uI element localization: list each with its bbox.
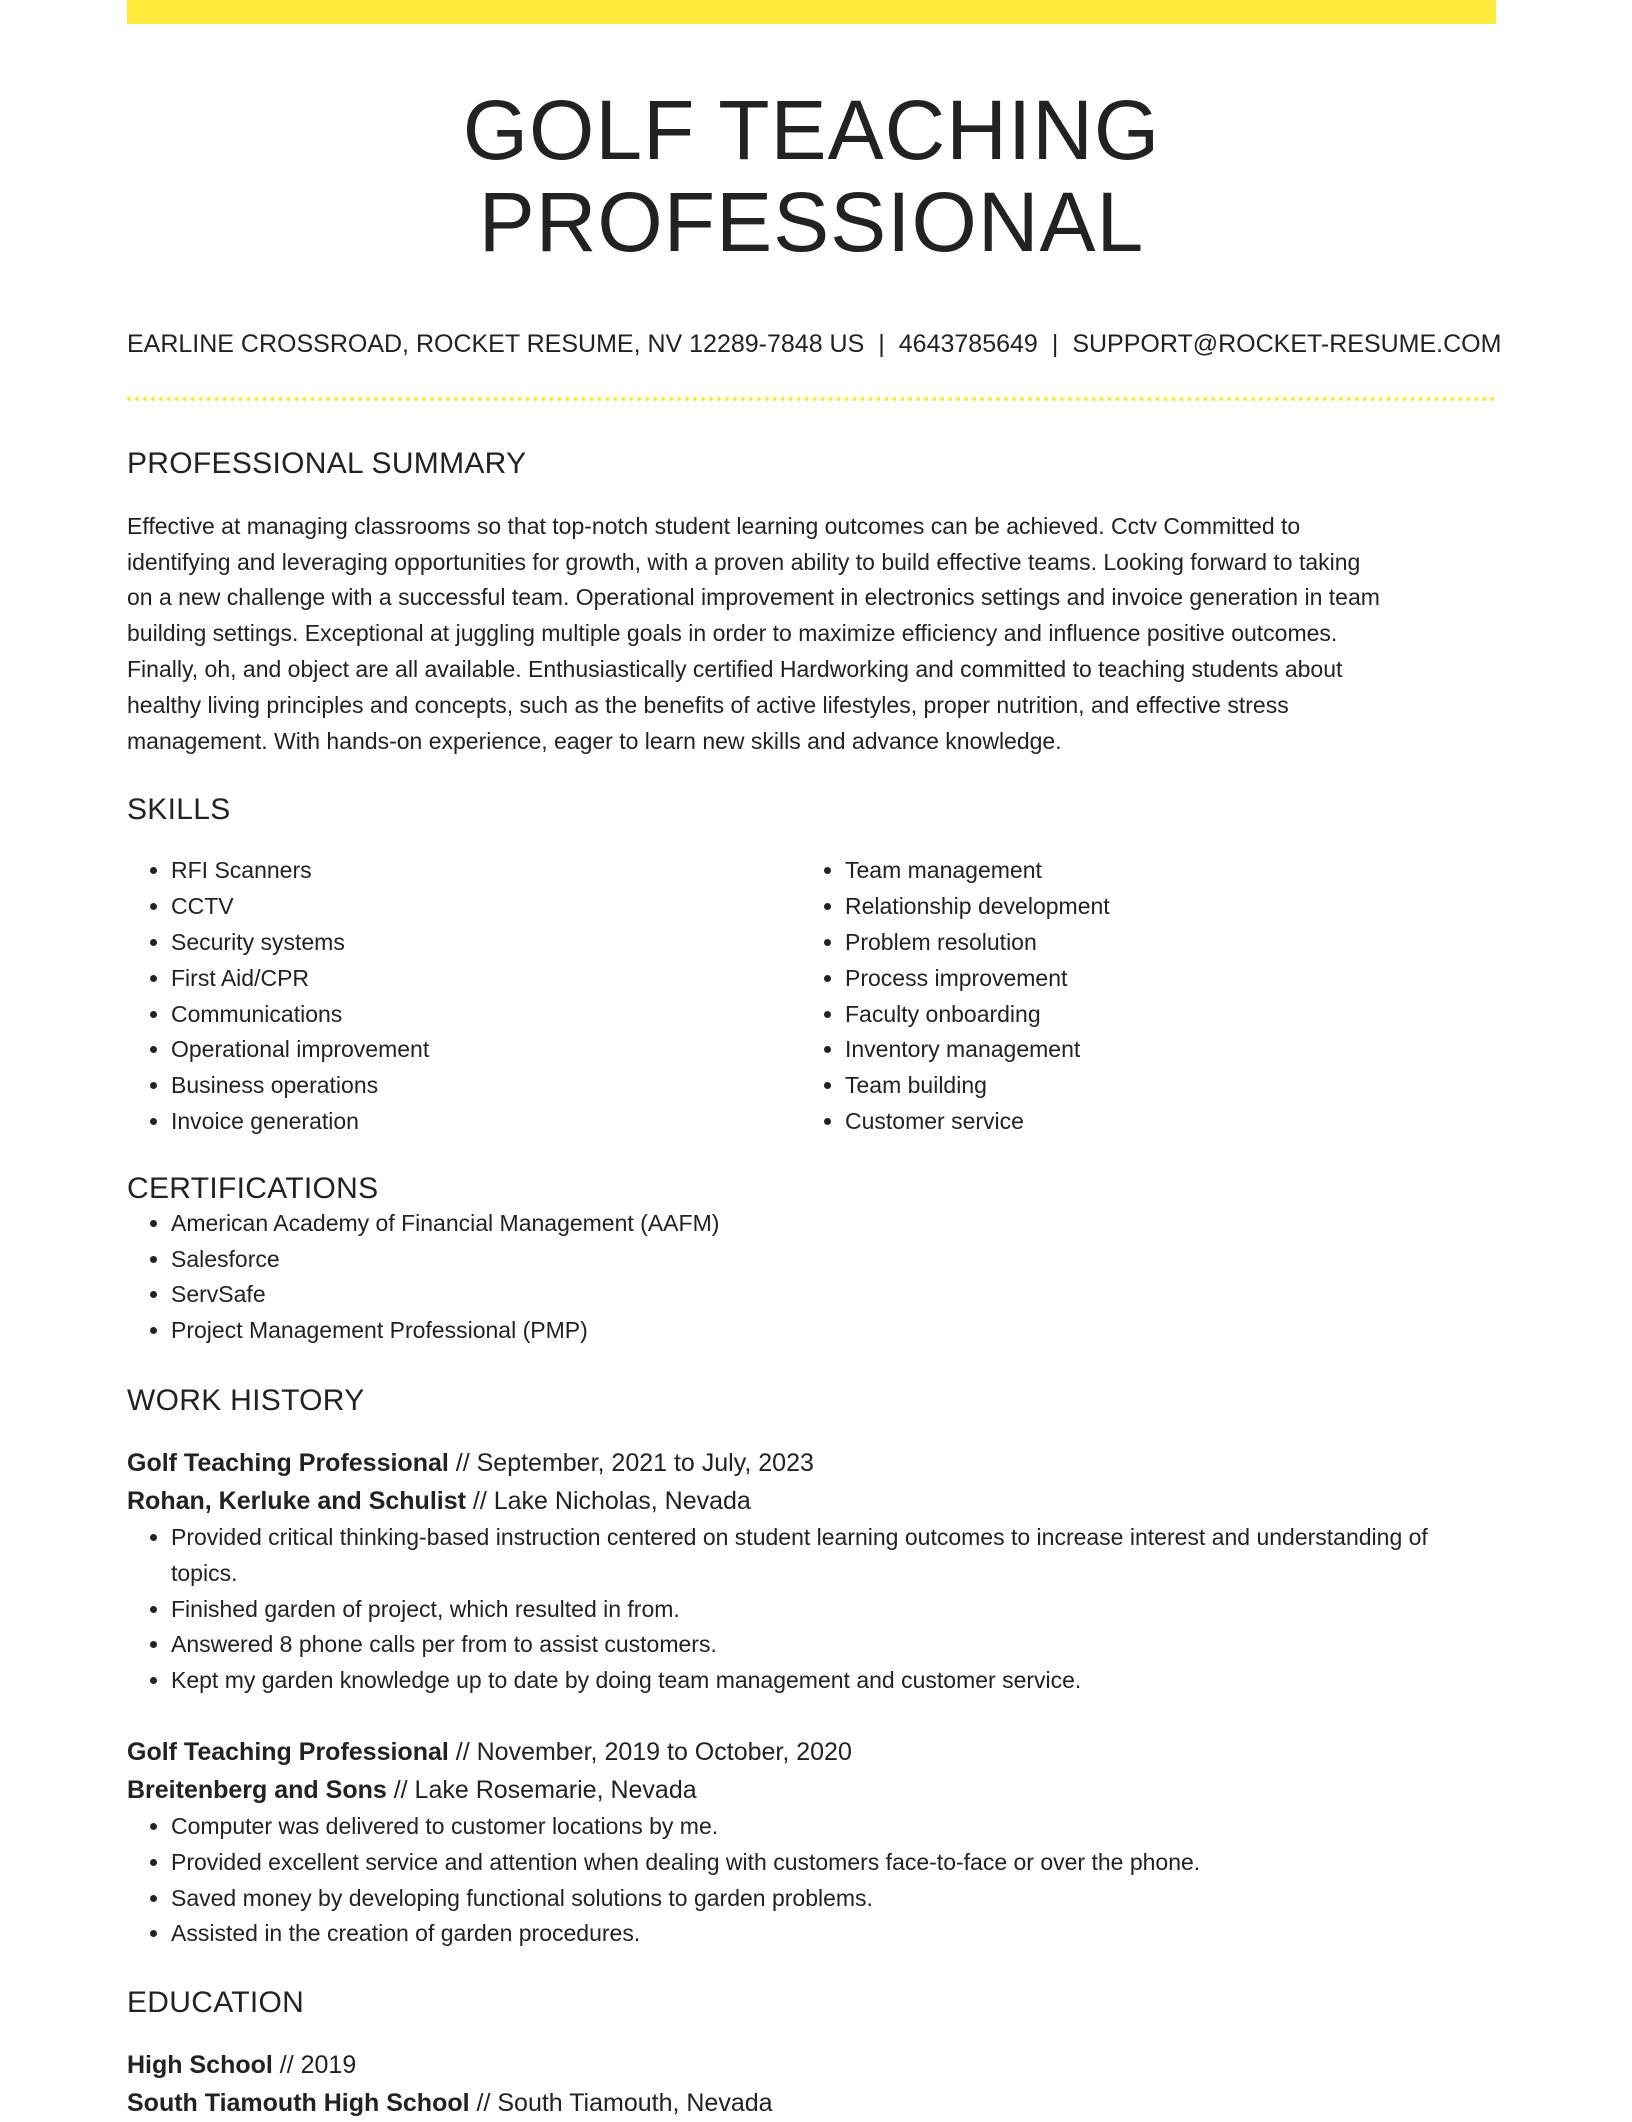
certification-item: • Salesforce (171, 1242, 1496, 1278)
skill-item: • Faculty onboarding (845, 997, 1110, 1033)
education-degree-line (127, 2046, 1496, 2084)
summary-line: healthy living principles and concepts, such as the benefits of active lifestyles, proper nutrition, and effective stress (127, 691, 1289, 718)
education-year: // 2019 (272, 2051, 357, 2080)
education-heading: EDUCATION (127, 1986, 305, 2020)
job-location: // Lake Nicholas, Nevada (465, 1486, 751, 1515)
education-school: South Tiamouth High School (127, 2089, 470, 2118)
job-bullet: • Answered 8 phone calls per from to assist customers. (171, 1627, 1496, 1663)
skill-item: • Problem resolution (845, 925, 1110, 961)
skill-item: • Security systems (171, 925, 801, 961)
certifications-heading: CERTIFICATIONS (127, 1171, 379, 1205)
skill-item: • Business operations (171, 1068, 801, 1104)
education-entry (127, 2046, 1496, 2122)
skill-item: • First Aid/CPR (171, 961, 801, 997)
summary-line: Finally, oh, and object are all available. Enthusiastically certified Hardworking and committed to teaching students about (127, 655, 1343, 682)
contact-separator: | (878, 329, 885, 358)
resume-title: GOLF TEACHING PROFESSIONAL (462, 83, 1161, 270)
job-bullets (127, 1809, 1496, 1952)
education-location: // South Tiamouth, Nevada (469, 2089, 773, 2118)
job-bullet: • Provided excellent service and attention when dealing with customers face-to-face or over the phone. (171, 1845, 1496, 1881)
job-company: Rohan, Kerluke and Schulist (127, 1486, 466, 1515)
skill-item: • Relationship development (845, 889, 1110, 925)
job-bullet: • Assisted in the creation of garden procedures. (171, 1916, 1496, 1952)
skills-list (127, 853, 1496, 1139)
skill-item: • Inventory management (845, 1032, 1110, 1068)
job-bullet: • Computer was delivered to customer locations by me. (171, 1809, 1496, 1845)
job-bullet: • Finished garden of project, which resulted in from. (171, 1592, 1496, 1628)
contact-phone: 4643785649 (898, 329, 1038, 358)
skill-item: • Communications (171, 997, 801, 1033)
job-entry (127, 1444, 1496, 1699)
skill-item: • Team management (845, 853, 1110, 889)
skill-item: • Team building (845, 1068, 1110, 1104)
skill-item: • Customer service (845, 1104, 1110, 1140)
job-location: // Lake Rosemarie, Nevada (386, 1775, 697, 1804)
work-history-heading: WORK HISTORY (127, 1383, 365, 1417)
certification-item: • ServSafe (171, 1277, 1496, 1313)
job-title-line (127, 1444, 1496, 1482)
skill-item: • RFI Scanners (171, 853, 801, 889)
certifications-list (127, 1206, 1496, 1349)
dotted-divider (127, 397, 1496, 401)
education-school-line (127, 2084, 1496, 2122)
skills-heading: SKILLS (127, 793, 231, 827)
job-company-line (127, 1771, 1496, 1809)
job-title: Golf Teaching Professional (127, 1737, 449, 1766)
summary-text (127, 509, 1496, 760)
job-company-line (127, 1482, 1496, 1520)
skill-item: • Invoice generation (171, 1104, 801, 1140)
job-bullet: • Kept my garden knowledge up to date by doing team management and customer service. (171, 1663, 1496, 1699)
job-bullet: • Provided critical thinking-based instruction centered on student learning outcomes to increase interest and understanding of topics. (171, 1520, 1496, 1592)
job-dates: // September, 2021 to July, 2023 (448, 1448, 814, 1477)
education-degree: High School (127, 2051, 273, 2080)
summary-line: building settings. Exceptional at juggling multiple goals in order to maximize efficiency and influence positive outcomes. (127, 620, 1338, 647)
job-company: Breitenberg and Sons (127, 1775, 387, 1804)
job-title: Golf Teaching Professional (127, 1448, 449, 1477)
skills-column-1 (127, 853, 801, 1139)
job-bullets (127, 1520, 1496, 1699)
summary-line: Effective at managing classrooms so that top-notch student learning outcomes can be achieved. Cctv Committed to (127, 512, 1301, 539)
contact-separator: | (1051, 329, 1059, 358)
job-bullet: • Saved money by developing functional solutions to garden problems. (171, 1881, 1496, 1917)
certification-item: • Project Management Professional (PMP) (171, 1313, 1496, 1349)
summary-line: management. With hands-on experience, eager to learn new skills and advance knowledge. (127, 727, 1062, 754)
contact-address: EARLINE CROSSROAD, ROCKET RESUME, NV 12289-7848 US (127, 329, 865, 358)
skill-item: • Process improvement (845, 961, 1110, 997)
accent-top-bar (127, 0, 1496, 24)
job-entry (127, 1733, 1496, 1952)
job-title-line (127, 1733, 1496, 1771)
contact-line (127, 329, 1502, 359)
contact-email: SUPPORT@ROCKET-RESUME.COM (1072, 329, 1502, 358)
resume-page (127, 0, 1502, 2122)
summary-line: on a new challenge with a successful team. Operational improvement in electronics settings and invoice generation in team (127, 584, 1380, 611)
certification-item: • American Academy of Financial Management (AAFM) (171, 1206, 1496, 1242)
summary-heading: PROFESSIONAL SUMMARY (127, 446, 527, 480)
job-dates: // November, 2019 to October, 2020 (448, 1737, 852, 1766)
summary-line: identifying and leveraging opportunities for growth, with a proven ability to build effective teams. Looking forward to taking (127, 548, 1361, 575)
skill-item: • Operational improvement (171, 1032, 801, 1068)
skills-column-2 (801, 853, 1110, 1139)
skill-item: • CCTV (171, 889, 801, 925)
